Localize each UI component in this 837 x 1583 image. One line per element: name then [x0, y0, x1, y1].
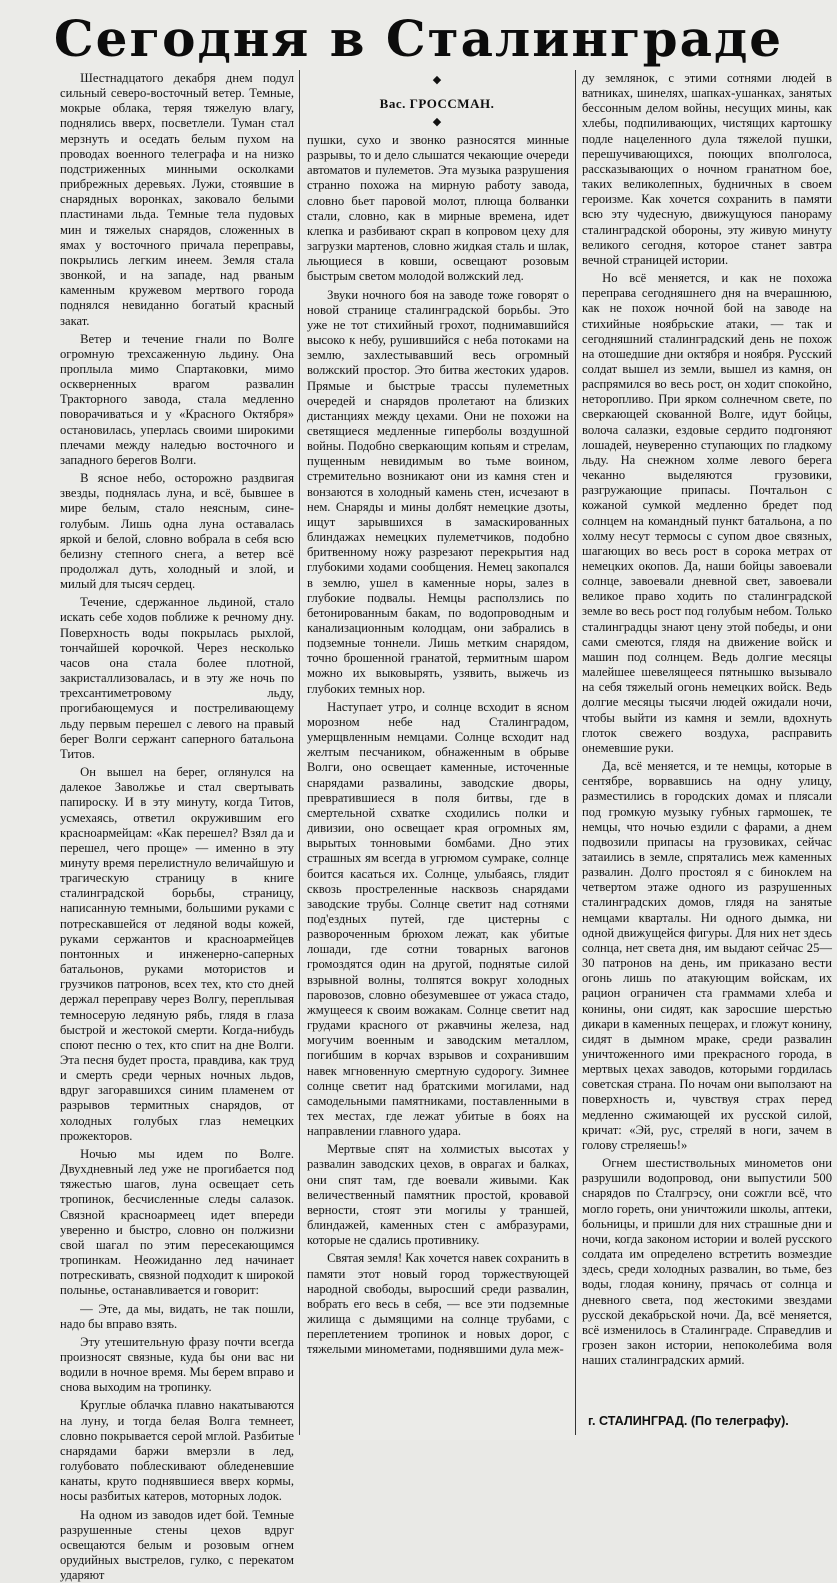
col1-paragraph: Он вышел на берег, оглянулся на далекое Заволжье и стал свертывать папироску. И в эту минуту, когда Титов, усмехаясь, ответил окружившим его красноармейцам: «Как перешел? Взял да и перешел, чего проще» — именно в эту минуту время перелистнуло величайшую и трагическую страницу в книге сталинградской борьбы, страницу, написанную темными, большими руками с потрескавшейся от ледяной воды кожей, руками сержантов и красноармейцев понтонных и инженерно-саперных батальонов, руками мотористов и грузчиков патронов, всех тех, кто сто дней держал переправу через Волгу, переплывая темносерую ледяную рябь, глядя в глаза быстрой и жестокой смерти. Когда-нибудь споют песню о тех, кто спит на дне Волги. Эта песня будет проста, правдива, как труд и смерть среди черных ночных льдов, вдруг загоравшихся синим пламенем от разрывов термитных снарядов, от холодных голубых глаз немецких прожекторов. — [60, 765, 294, 1143]
col2-paragraph: Звуки ночного боя на заводе тоже говорят о новой странице сталинградской борьбы. Это уже не тот стихийный грохот, поднимавшийся высоко к небу, рушившийся с неба потоками на землю, захлестывавший весь огромный волжский простор. Это битва жестоких ударов. Прямые и быстрые трассы пулеметных очередей и снарядов пролетают на близких дистанциях между цехами. Они не похожи на светящиеся медленные гиперболы воздушной войны. Подобно сверкающим копьям и стрелам, пущенным невидимым во тьме воином, стремительно возникают они из камня стен и вонзаются в холодный камень стен, исчезают в нем. Снаряды и мины долбят немецкие дзоты, ищут зарывшихся в замаскированных блиндажах немецких пулеметчиков, подобно бритвенному ножу разрезают перекрытия над глубокими ходами сообщения. Немец закопался в землю, ушел в каменные норы, залез в глубокие подвалы. Немцы расползлись по бетонированным бакам, по водопроводным и канализационным колодцам, они забрались в подземные тоннели. Лишь метким снарядом, точно брошенной гранатой, термитным шаром можно их выковырять, узявить, выжечь из глубоких темных нор. — [307, 287, 569, 696]
column-1 — [60, 71, 294, 1583]
ornament-bottom: ◆ — [432, 116, 442, 128]
col1-paragraph: На одном из заводов идет бой. Темные разрушенные стены цехов вдруг освещаются белым и розовым огнем орудийных выстрелов, гулко, с перекатом ударяют — [60, 1507, 294, 1583]
article-signoff: г. СТАЛИНГРАД. (По телеграфу). — [588, 1414, 789, 1428]
column-3 — [582, 71, 832, 1411]
col1-paragraph: Круглые облачка плавно накатываются на луну, и тогда белая Волга темнеет, словно покрывается серой мглой. Разбитые снарядами баржи вмерзли в лед, голубовато поблескивают обледеневшие канаты, круто поднявшиеся вверх кормы, носы разбитых катеров, моторных лодок. — [60, 1398, 294, 1504]
column-2 — [307, 133, 569, 1435]
col1-paragraph: Течение, сдержанное льдиной, стало искать себе ходов поближе к речному дну. Поверхность воды покрылась рыхлой, тончайшей корочкой. Через несколько часов она стала более плотной, закристаллизовалась, и в эту же ночь по трехсантиметровому льду, прогибающемуся и постреливающему льду первым перешел с левого на правый берег Волги сержант саперного батальона Титов. — [60, 595, 294, 761]
col3-paragraph: Огнем шестиствольных минометов они разрушили водопровод, они выпустили 500 снарядов по Сталгрэсу, они сожгли всё, что могло гореть, они уничтожили школы, аптеки, больницы, и пришли для них страшные дни и ночи, когда законом истории и волей русского солдата им определено встретить возмездие здесь, среди холодных развалин, во тьме, без воды, глодая конину, прячась от солнца и дневного света, под жестокими звездами русской декабрьской ночи. Да, всё меняется, всё изменилось в Сталинграде. Справедлив и грозен закон истории, непоколебима воля наших сталинградских армий. — [582, 1156, 832, 1368]
article-title: Сегодня в Сталинграде — [53, 9, 784, 68]
col3-paragraph: Но всё меняется, и как не похожа переправа сегодняшнего дня на вчерашнюю, как не похож ночной бой на заводе на стихийные ноябрьские атаки, — так и сегодняшний сталинградский день не похож на отошедшие дни октября и ноября. Русский солдат вышел из земли, вышел из камня, он распрямился во весь рост, он ходит спокойно, неторопливо. При ярком солнечном свете, по сверкающей скованной Волге, идут бойцы, волоча салазки, ездовые сердито подгоняют лошадей, неуверенно ступающих по гладкому льду. На снежном холме левого берега чеканно выделяются грузовики, разгружающие припасы. Почтальон с кожаной сумкой медленно бредет под солнцем на командный пункт батальона, а по холму несут термосы с супом двое связных, шагающих во весь рост в сорока метрах от немецких окопов. Да, наши бойцы завоевали солнце, завоевали дневной свет, завоевали великое право ходить по сталинградской земле во весь рост под голубым небом. Только сталинградцы знают цену этой победы, и они сами смеются, глядя на движение войск и машин под солнцем. Ведь долгие месяцы малейшее шевелящееся пятнышко вызывало на себя тяжелый огонь немецких войск. Ведь долгие месяцы тысячи людей ожидали ночи, чтобы выйти из камня и земли, вдохнуть глоток свежего воздуха, расправить онемевшие руки. — [582, 271, 832, 755]
column-divider-2 — [575, 70, 576, 1435]
col2-paragraph: пушки, сухо и звонко разносятся минные разрывы, то и дело слышатся чекающие очереди автоматов и пулеметов. Эта музыка разрушения странно похожа на мирную работу завода, словно бьет паровой молот, плюща болванки стали, словно, как в мирные времена, идет клепка и разбивают скрап в копровом цеху для загрузки мартенов, словно жидкая сталь и шлак, льющиеся в ковши, освещают розовым быстрым светом молодой волжский лед. — [307, 133, 569, 284]
col3-paragraph: Да, всё меняется, и те немцы, которые в сентябре, ворвавшись на одну улицу, разместились в городских домах и плясали под громкую музыку губных гармошек, те немцы, что ночью ездили с фарами, а днем подвозили припасы на грузовиках, сейчас затаились в земле, спрятались меж каменных развалин. Долго простоял я с биноклем на четвертом этаже одного из разрушенных сталинградских домов, глядя на занятые немцами кварталы. Ни одного дымка, ни одной движущейся фигуры. Для них нет здесь солнца, нет света дня, им выдают сейчас 25—30 патронов на день, им приказано вести огонь лишь по атакующим войскам, их рацион ограничен ста граммами хлеба и конины, они сидят, как заросшие шерстью дикари в каменных пещерах, и гложут конину, сидят в дымном мраке, среди развалин уничтоженного ими прекрасного города, в мертвых цехах заводов, которыми гордилась советская страна. По ночам они выползают на поверхность и, чувствуя страх перед медленно сжимающей их русской силой, кричат: «Эй, рус, стреляй в ноги, зачем в голову стреляешь!» — [582, 759, 832, 1152]
col3-paragraph: ду землянок, с этими сотнями людей в ватниках, шинелях, шапках-ушанках, занятых бессонным делом войны, несущих мины, как хлебы, подпиливающих, чистящих картошку подле нацеленного дула тяжелой пушки, перешучивающихся, поющих вполголоса, рассказывающих о ночном гранатном бое, таких великолепных, будничных в своем героизме. Как хочется сохранить в памяти всю эту чудесную, движущуюся панораму сталинградской обороны, эту живую минуту великого сегодня, которое станет завтра вечной страницей истории. — [582, 71, 832, 267]
col1-paragraph: — Эте, да мы, видать, не так пошли, надо бы вправо взять. — [60, 1301, 294, 1331]
col1-paragraph: Ветер и течение гнали по Волге огромную трехсаженную льдину. Она проплыла мимо Спартаковки, мимо оскверненных врагом развалин Тракторного завода, стала медленно поворачиваться и у «Красного Октября» остановилась, уперлась своими широкими плечами между наледью восточного и западного берегов Волги. — [60, 331, 294, 467]
col2-paragraph: Святая земля! Как хочется навек сохранить в памяти этот новый город торжествующей народной свободы, выросший среди развалин, вобрать его весь в себя, — все эти подземные жилища с дымящими на солнце трубами, с переплетением тропинок и новых дорог, с тяжелыми минометами, поднявшими дула меж- — [307, 1251, 569, 1357]
author-byline: Вас. ГРОССМАН. — [379, 96, 495, 111]
col1-paragraph: В ясное небо, осторожно раздвигая звезды, поднялась луна, и всё, бывшее в мире белым, стало неясным, сине-голубым. Лишь одна луна оставалась яркой и белой, словно вобрала в себя всю белизну степного снега, а ветер всё продолжал дуть, холодный и злой, и милый для тысяч сердец. — [60, 471, 294, 592]
col2-paragraph: Наступает утро, и солнце всходит в ясном морозном небе над Сталинградом, умерщвленным немцами. Солнце всходит над желтым песчаником, обнаженным в обрыве Волги, оно освещает каменные, источенные снарядами развалины, заводские дворы, превратившиеся в поля битвы, где в смертельной схватке сходились полки и дивизии, оно освещает края огромных ям, вырытых тонновыми бомбами. Дно этих страшных ям всегда в угрюмом сумраке, солнце боится касаться их. Солнце, улыбаясь, глядит сквозь простреленные насквозь снарядами заводские трубы. Солнце светит над сотнями под'ездных путей, где цистерны с развороченным брюхом лежат, как убитые лошади, где сотни товарных вагонов громоздятся один на другой, поднятые силой взрывной волны, толпятся вокруг холодных паровозов, словно обезумевшее от ужаса стадо, жмущееся к своим вожакам. Солнце светит над грудами красного от ржавчины железа, над могучим военным и заводским металлом, погибшим в корчах взрывов и сохранившим навек мгновенную смертную судорогу. Зимнее солнце светит над братскими могилами, над самодельными памятниками, поставленными в тех местах, где лежат убитые в боях на направлении главного удара. — [307, 699, 569, 1139]
column-divider-1 — [299, 70, 300, 1435]
col1-paragraph: Ночью мы идем по Волге. Двухдневный лед уже не прогибается под тяжестью шагов, луна освещает сеть тропинок, бесчисленные следы салазок. Связной красноармеец идет впереди уверенно и быстро, словно он полжизни свой шагал по этим пересекающимся тропинкам. Неожиданно лед начинает потрескивать, связной подходит к широкой полынье, останавливается и говорит: — [60, 1146, 294, 1298]
col2-paragraph: Мертвые спят на холмистых высотах у развалин заводских цехов, в оврагах и балках, они спят там, где воевали живыми. Как величественный памятник простой, кровавой верности, стоят эти могилы у траншей, блиндажей, каменных стен с амбразурами, которые не сдались противнику. — [307, 1142, 569, 1248]
ornament-top: ◆ — [432, 74, 442, 86]
col1-paragraph: Эту утешительную фразу почти всегда произносят связные, куда бы они вас ни водили в ночное время. Мы берем вправо и снова выходим на тропинку. — [60, 1334, 294, 1395]
col1-paragraph: Шестнадцатого декабря днем подул сильный северо-восточный ветер. Темные, мокрые облака, теряя тяжелую влагу, поднялись вверх, посветлели. Туман стал мерзнуть и оседать белым пухом на проводах военного телеграфа и на низко подстриженных минными осколками прибрежных деревьях. Лужи, стоявшие в снарядных воронках, заковало белыми пластинами льда. Темные тела пудовых мин и тяжелых снарядов, сложенных в ямах у восточного причала переправы, покрылись легким инеем. Земля стала звонкой, и на западе, над рваным каменным кружевом мертвого города поднялся невиданно богатый красный закат. — [60, 71, 294, 328]
